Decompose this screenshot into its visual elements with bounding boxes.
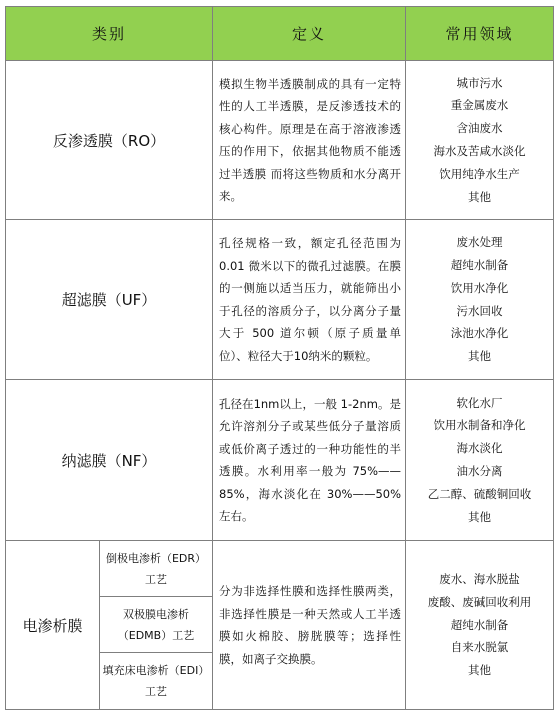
definition-ed: 分为非选择性膜和选择性膜两类，非选择性膜是一种天然或人工半透膜如火棉胶、膀胱膜等；选择性膜，如离子交换膜。 xyxy=(213,541,406,710)
ed-subtype-line: 倒极电渗析（EDR） xyxy=(105,551,207,565)
field-item: 泳池水净化 xyxy=(450,326,509,341)
field-item: 海水淡化 xyxy=(456,441,503,456)
field-item: 饮用纯净水生产 xyxy=(439,166,520,181)
category-ro: 反渗透膜（RO） xyxy=(6,61,213,220)
table-row xyxy=(6,61,554,220)
field-item: 废水处理 xyxy=(456,235,503,250)
ed-subtype-edmb xyxy=(100,597,213,653)
table-row xyxy=(6,220,554,380)
field-item: 重金属废水 xyxy=(450,98,509,113)
fields-ed xyxy=(406,541,554,710)
definition-ro: 模拟生物半透膜制成的具有一定特性的人工半透膜，是反渗透技术的核心构件。原理是在高于溶液渗透压的作用下，依据其他物质不能透过半透膜 而将这些物质和水分离开来。 xyxy=(213,61,406,220)
ed-subtype-edr xyxy=(100,541,213,597)
field-item: 超纯水制备 xyxy=(450,257,509,272)
ed-subtype-line: 填充床电渗析（EDI） xyxy=(102,664,210,677)
definition-nf: 孔径在1nm以上，一般 1-2nm。是允许溶剂分子或某些低分子量溶质或低价离子透过的一种功能性的半透膜。水利用率一般为 75%——85%，海水淡化在 30%——50%左右。 xyxy=(213,380,406,541)
field-item: 污水回收 xyxy=(456,303,503,318)
header-fields: 常用领域 xyxy=(406,7,554,61)
field-item: 乙二醇、硫酸铜回收 xyxy=(427,486,532,501)
ed-subtype-line: 双极膜电渗析 xyxy=(123,607,189,621)
category-uf: 超滤膜（UF） xyxy=(6,220,213,380)
field-item: 超纯水制备 xyxy=(450,617,509,632)
table-row xyxy=(6,541,554,597)
fields-ro xyxy=(406,61,554,220)
field-item: 自来水脱氯 xyxy=(450,640,509,655)
field-item: 饮用水制备和净化 xyxy=(433,418,526,433)
ed-subtype-edi xyxy=(100,653,213,710)
header-definition: 定义 xyxy=(213,7,406,61)
fields-uf xyxy=(406,220,554,380)
field-item: 软化水厂 xyxy=(456,395,503,410)
table-row xyxy=(6,380,554,541)
category-ed: 电渗析膜 xyxy=(6,541,100,710)
fields-nf xyxy=(406,380,554,541)
ed-subtype-line: 工艺 xyxy=(145,685,167,698)
field-item: 饮用水净化 xyxy=(450,280,509,295)
ed-subtype-line: （EDMB）工艺 xyxy=(117,628,195,642)
header-row xyxy=(6,7,554,61)
category-nf: 纳滤膜（NF） xyxy=(6,380,213,541)
field-item: 油水分离 xyxy=(456,464,503,478)
field-item: 含油废水 xyxy=(456,121,503,136)
membrane-table xyxy=(5,6,554,710)
field-item: 海水及苦咸水淡化 xyxy=(433,144,526,158)
field-item: 其他 xyxy=(468,349,492,364)
field-item: 其他 xyxy=(468,663,492,678)
field-item: 其他 xyxy=(468,509,492,524)
ed-subtype-line: 工艺 xyxy=(145,572,167,586)
field-item: 废水、海水脱盐 xyxy=(439,572,520,586)
field-item: 废酸、废碱回收利用 xyxy=(427,594,532,609)
header-category: 类别 xyxy=(6,7,213,61)
field-item: 城市污水 xyxy=(456,75,503,90)
field-item: 其他 xyxy=(468,189,492,204)
definition-uf: 孔径规格一致，额定孔径范围为0.01 微米以下的微孔过滤膜。在膜的一侧施以适当压力，就能筛出小于孔径的溶质分子，以分离分子量大于 500 道尔顿（原子质量单位）、粒径大于10纳米的颗粒。 xyxy=(213,220,406,380)
